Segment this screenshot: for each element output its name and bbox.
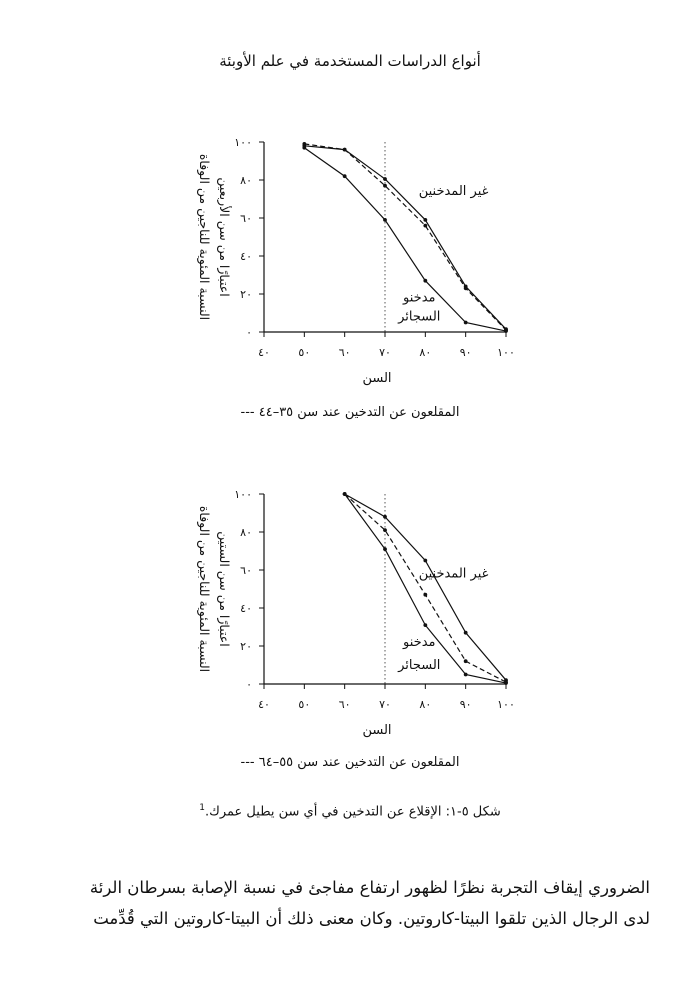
chart-1-series-quitters-point	[423, 224, 427, 228]
chart-1-y-axis-label-line1: النسبة المئوية للناجين من الوفاة	[197, 153, 212, 321]
chart-2-svg	[180, 480, 540, 750]
chart-1-y-tick-label: ٤٠	[240, 250, 252, 263]
chart-2-series-nonsmokers-point	[383, 515, 387, 519]
chart-1-series-nonsmokers-point	[423, 218, 427, 222]
chart-2-x-tick-label: ٦٠	[338, 698, 351, 711]
chart-1-y-tick-label: ٠	[246, 326, 252, 339]
chart-2-legend	[0, 755, 700, 770]
chart-1-series-smokers-point	[383, 218, 387, 222]
chart-1-x-tick-label: ٩٠	[459, 346, 472, 359]
chart-2-legend-dash: ---	[240, 755, 255, 770]
chart-1-legend	[0, 405, 700, 420]
chart-2-series-quitters-point	[343, 492, 347, 496]
chart-2-y-tick-label: ٠	[246, 678, 252, 691]
chart-1-series-quitters-point	[464, 286, 468, 290]
chart-2-series-quitters-point	[383, 528, 387, 532]
chart-2-y-tick-label: ٨٠	[240, 526, 252, 539]
chart-1-series-nonsmokers-point	[383, 177, 387, 181]
chart-1-x-tick-label: ٨٠	[419, 346, 432, 359]
chart-1-annotation-2: مدخنو	[403, 290, 436, 306]
chart-1-annotation-3: السجائر	[398, 309, 441, 325]
chart-1-series-smokers-point	[343, 174, 347, 178]
chart-2-x-tick-label: ٤٠	[258, 698, 270, 711]
chart-2-y-tick-label: ٤٠	[240, 602, 252, 615]
chart-1-y-axis-label-line2: اعتبارًا من سن الأربعين	[217, 177, 232, 297]
figure-caption	[0, 803, 700, 819]
chart-2-y-axis-label-line2: اعتبارًا من سن الستين	[217, 531, 232, 647]
chart-1-x-tick-label: ٦٠	[338, 346, 351, 359]
chart-1-x-tick-label: ٥٠	[298, 346, 311, 359]
chart-1-annotation-1: غير المدخنين	[418, 184, 489, 200]
chart-2-y-tick-label: ٦٠	[240, 564, 252, 577]
body-text	[50, 872, 650, 934]
chart-2-series-quitters-point	[423, 593, 427, 597]
chart-2-x-axis-label: السن	[362, 723, 392, 738]
chart-1-series-smokers-point	[464, 321, 468, 325]
chart-1-x-tick-label: ٧٠	[379, 346, 391, 359]
chart-2-series-nonsmokers-point	[423, 559, 427, 563]
chart-1-series-quitters-point	[343, 148, 347, 152]
chart-1-series-smokers-point	[423, 279, 427, 283]
chart-1-series-quitters-point	[302, 142, 306, 146]
chart-1-y-tick-label: ١٠٠	[234, 136, 252, 149]
chart-2-annotation-1: غير المدخنين	[418, 566, 489, 582]
chart-1-legend-dash: ---	[240, 405, 255, 420]
chart-2-x-tick-label: ٥٠	[298, 698, 311, 711]
chart-1-y-tick-label: ٢٠	[240, 288, 252, 301]
chart-2-y-tick-label: ٢٠	[240, 640, 252, 653]
chart-2-series-smokers-point	[383, 547, 387, 551]
chart-1-x-tick-label: ١٠٠	[497, 346, 515, 359]
chart-1-x-tick-label: ٤٠	[258, 346, 270, 359]
chart-2-series-quitters-line	[345, 494, 506, 682]
chart-2-y-axis-label-line1: النسبة المئوية للناجين من الوفاة	[197, 505, 212, 673]
chart-2-series-quitters-point	[504, 680, 508, 684]
chart-1-x-axis-label: السن	[362, 371, 392, 386]
survival-chart-age-40	[180, 128, 540, 398]
chart-2-x-tick-label: ٨٠	[419, 698, 432, 711]
body-line: لدى الرجال الذين تلقوا البيتا-كاروتين. وكان معنى ذلك أن البيتا-كاروتين التي قُدِّمت	[93, 909, 650, 928]
chart-1-y-tick-label: ٦٠	[240, 212, 252, 225]
chart-2-legend-text: المقلعون عن التدخين عند سن ٥٥–٦٤	[258, 755, 460, 770]
chart-2-annotation-3: السجائر	[398, 657, 441, 673]
chart-2-series-smokers-point	[423, 623, 427, 627]
chart-2-series-quitters-point	[464, 659, 468, 663]
chart-1-y-tick-label: ٨٠	[240, 174, 252, 187]
chart-1-series-quitters-point	[504, 328, 508, 332]
chart-2-series-smokers-point	[464, 673, 468, 677]
chart-2-y-tick-label: ١٠٠	[234, 488, 252, 501]
running-head: أنواع الدراسات المستخدمة في علم الأوبئة	[219, 52, 481, 70]
body-line: الضروري إيقاف التجربة نظرًا لظهور ارتفاع مفاجئ في نسبة الإصابة بسرطان الرئة	[89, 878, 650, 897]
survival-chart-age-60	[180, 480, 540, 750]
chart-2-series-nonsmokers-line	[345, 494, 506, 680]
chart-2-series-nonsmokers-point	[464, 631, 468, 635]
chart-1-svg	[180, 128, 540, 398]
chart-2-x-tick-label: ١٠٠	[497, 698, 515, 711]
chart-1-series-quitters-point	[383, 184, 387, 188]
chart-1-series-smokers-point	[302, 146, 306, 150]
chart-2-series-smokers-line	[345, 494, 506, 683]
chart-1-legend-text: المقلعون عن التدخين عند سن ٣٥–٤٤	[258, 405, 460, 420]
chart-2-x-tick-label: ٩٠	[459, 698, 472, 711]
caption-footnote-marker: 1	[199, 803, 205, 813]
chart-2-annotation-2: مدخنو	[403, 635, 436, 650]
chart-2-x-tick-label: ٧٠	[379, 698, 391, 711]
figure-caption-text: شكل ٥-١: الإقلاع عن التدخين في أي سن يطيل عمرك.	[205, 804, 501, 820]
